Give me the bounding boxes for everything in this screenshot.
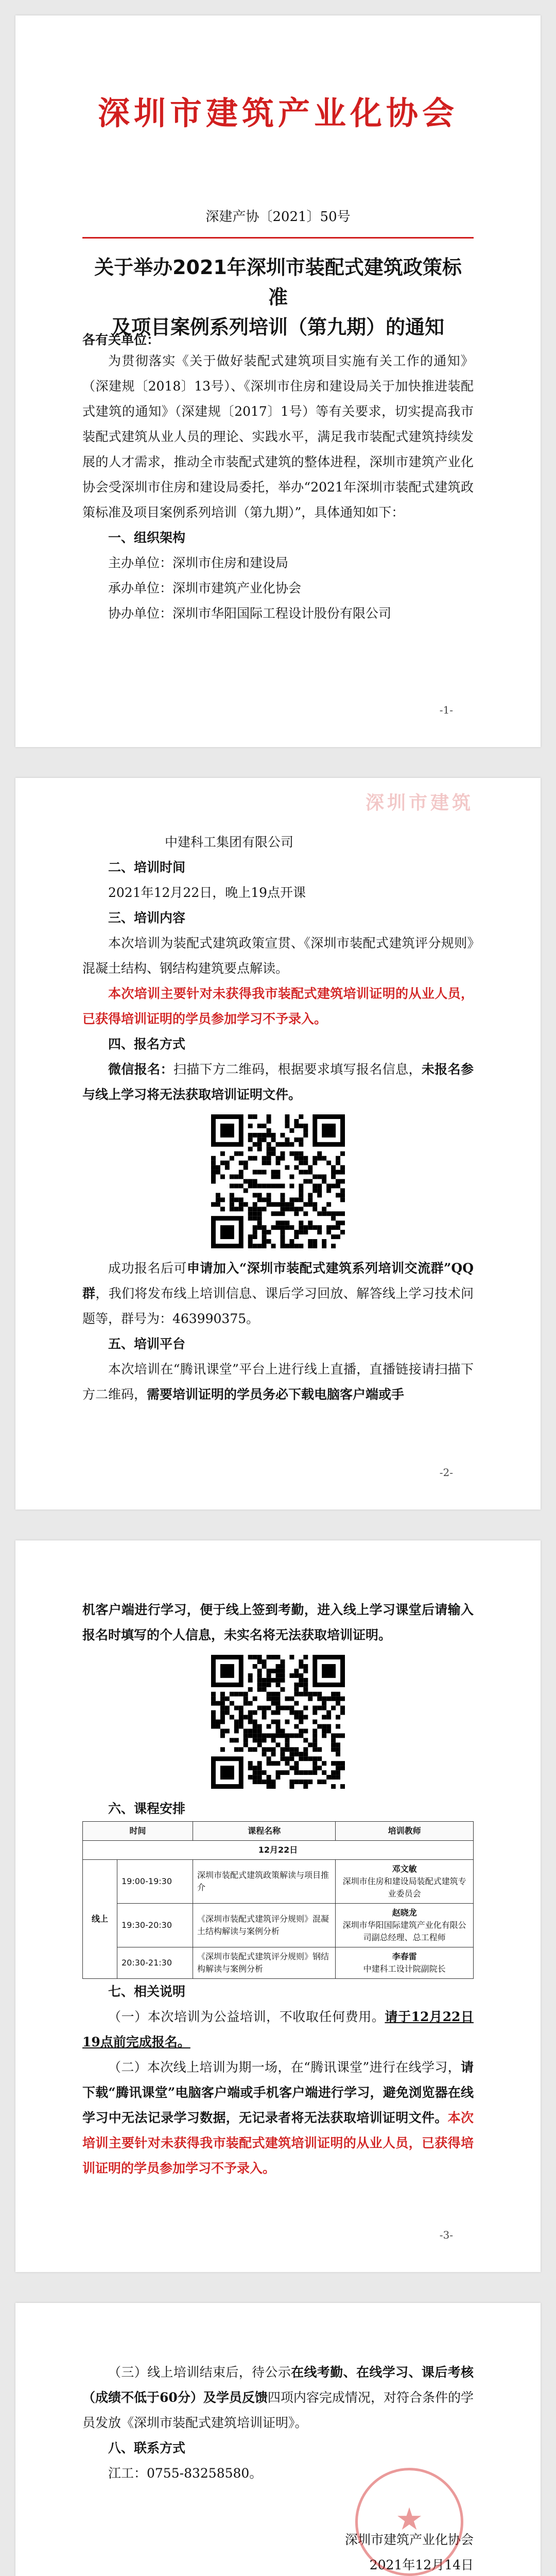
- seal-star-icon: ★: [395, 2501, 423, 2537]
- co-organizer-tail: 中建科工集团有限公司: [165, 835, 294, 850]
- section-5-title: 五、培训平台: [108, 1336, 186, 1351]
- main-title: [93, 252, 463, 342]
- main-title-line-1: 关于举办2021年深圳市装配式建筑政策标准: [94, 256, 462, 309]
- note-2-bold: 请下载“腾讯课堂”电脑客户端或手机客户端进行学习，避免浏览器在线学习中无法记录学习数据，无记录者将无法获取培训证明文件。: [82, 2060, 474, 2125]
- organizer-unit: 承办单位：深圳市建筑产业化协会: [108, 581, 302, 596]
- schedule-table: [82, 1821, 474, 1979]
- org-title: 深圳市建筑产业化协会: [97, 94, 458, 132]
- platform-text: 本次培训在“腾讯课堂”平台上进行线上直播，直播链接请扫描下方二维码，: [82, 1362, 474, 1402]
- teacher-name: 赵晓龙: [392, 1908, 417, 1918]
- table-row: [83, 1904, 474, 1947]
- time-cell: 19:30-20:30: [117, 1904, 193, 1947]
- live-stream-qr-code[interactable]: [211, 1655, 345, 1789]
- section-3-title: 三、培训内容: [108, 910, 186, 925]
- course-cell: 《深圳市装配式建筑评分规则》钢结构解读与案例分析: [193, 1947, 336, 1979]
- table-row: [83, 1860, 474, 1904]
- teacher-org: 深圳市华阳国际建筑产业化有限公司副总经理、总工程师: [342, 1920, 466, 1942]
- teacher-org: 深圳市住房和建设局装配式建筑专业委员会: [342, 1876, 466, 1899]
- training-notice: 本次培训主要针对未获得我市装配式建筑培训证明的从业人员，已获得培训证明的学员参加学习不予录入。: [82, 986, 474, 1026]
- section-6-title: 六、课程安排: [108, 1801, 186, 1816]
- main-title-line-2: 及项目案例系列培训（第九期）的通知: [111, 316, 444, 338]
- qq-group-paragraph: [82, 1256, 474, 1331]
- note-3-text-1: （三）线上培训结束后，待公示: [108, 2365, 291, 2380]
- sign-date: 2021年12月14日: [369, 2557, 474, 2572]
- training-content: 本次培训为装配式建筑政策宣贯、《深圳市装配式建筑评分规则》混凝土结构、钢结构建筑要点解读。: [82, 936, 474, 976]
- time-cell: 20:30-21:30: [117, 1947, 193, 1979]
- signup-qr-code[interactable]: [211, 1114, 345, 1248]
- signup-prefix: 微信报名：: [108, 1062, 173, 1077]
- page-2-body: [82, 829, 474, 1407]
- teacher-cell: [336, 1947, 474, 1979]
- teacher-name: 李春雷: [392, 1952, 417, 1961]
- intro-paragraph: 为贯彻落实《关于做好装配式建筑项目实施有关工作的通知》（深建规〔2018〕13号）、《深圳市住房和建设局关于加快推进装配式建筑的通知》（深建规〔2017〕1号）等有关要求，切实提高我市装配式建筑从业人员的理论、实践水平，满足我市装配式建筑持续发展的人才需求，推动全市装配式建筑的整体进程，深圳市建筑产业化协会受深圳市住房和建设局委托，举办“2021年深圳市装配式建筑政策标准及项目案例系列培训（第九期）”，具体通知如下：: [82, 353, 474, 520]
- table-header-course: 课程名称: [193, 1822, 336, 1841]
- section-2-title: 二、培训时间: [108, 860, 186, 875]
- page-1-body: [82, 330, 474, 626]
- qq-text-1: 成功报名后可: [108, 1261, 187, 1276]
- teacher-cell: [336, 1904, 474, 1947]
- qq-bold: 申请加入“深圳市装配式建筑系列培训交流群”QQ群: [82, 1261, 474, 1301]
- signup-bold: 未报名参与线上学习将无法获取培训证明文件。: [82, 1062, 474, 1102]
- note-1-text: （一）本次培训为公益培训，不收取任何费用。: [108, 2009, 385, 2024]
- contact-info: 江工：0755-83258580。: [108, 2466, 263, 2481]
- document-number: 深建产协〔2021〕50号: [205, 209, 351, 225]
- signup-paragraph: [82, 1057, 474, 1107]
- page-2: [15, 778, 541, 1510]
- table-date: 12月22日: [83, 1841, 474, 1860]
- platform-paragraph: [82, 1357, 474, 1407]
- page-4: [15, 2303, 541, 2576]
- qq-text-2: ，我们将发布线上培训信息、课后学习回放、解答线上学习技术问题等，群号为：463990375。: [82, 1286, 474, 1326]
- page-number: -1-: [439, 704, 453, 716]
- teacher-name: 邓文敏: [392, 1864, 417, 1874]
- note-3-text-2: 四项内容完成情况，对符合条件的学员发放《深圳市装配式建筑培训证明》。: [82, 2390, 474, 2430]
- time-cell: 19:00-19:30: [117, 1860, 193, 1904]
- note-3-bold: 在线考勤、在线学习、课后考核（成绩不低于60分）及学员反馈: [82, 2365, 474, 2405]
- mode-cell: 线上: [83, 1860, 117, 1979]
- table-row: [83, 1947, 474, 1979]
- signer-org: 深圳市建筑产业化协会: [344, 2532, 474, 2547]
- teacher-org: 中建科工设计院副院长: [363, 1964, 446, 1974]
- salutation: 各有关单位：: [82, 332, 160, 347]
- page-1: [15, 15, 541, 747]
- note-1-bold: 请于12月22日19点前完成报名。: [82, 2009, 474, 2049]
- platform-bold: 需要培训证明的学员务必下载电脑客户端或手: [147, 1387, 405, 1402]
- table-header-time: 时间: [83, 1822, 193, 1841]
- course-cell: 深圳市装配式建筑政策解读与项目推介: [193, 1860, 336, 1904]
- table-date-row: [83, 1841, 474, 1860]
- section-7-title: 七、相关说明: [108, 1984, 186, 1999]
- page-3-body: [82, 1597, 474, 2181]
- table-header-row: [83, 1822, 474, 1841]
- section-1-title: 一、组织架构: [108, 530, 186, 545]
- note-1: [82, 2004, 474, 2055]
- signup-text: 扫描下方二维码，根据要求填写报名信息，: [173, 1062, 422, 1077]
- training-time: 2021年12月22日，晚上19点开课: [108, 885, 306, 900]
- note-3: [82, 2360, 474, 2435]
- page-number: -2-: [439, 1466, 453, 1479]
- table-header-teacher: 培训教师: [336, 1822, 474, 1841]
- page-3: [15, 1540, 541, 2272]
- note-2-text: （二）本次线上培训为期一场，在“腾讯课堂”进行在线学习，: [108, 2060, 461, 2075]
- official-seal: [355, 2468, 463, 2576]
- co-organizer-unit: 协办单位：深圳市华阳国际工程设计股份有限公司: [108, 606, 392, 621]
- note-2-red: 本次培训主要针对未获得我市装配式建筑培训证明的从业人员，已获得培训证明的学员参加学习不予录入。: [82, 2110, 474, 2176]
- section-8-title: 八、联系方式: [108, 2441, 186, 2455]
- faded-header: 深圳市建筑: [365, 792, 474, 814]
- course-cell: 《深圳市装配式建筑评分规则》混凝土结构解读与案例分析: [193, 1904, 336, 1947]
- section-4-title: 四、报名方式: [108, 1037, 186, 1052]
- platform-continued: 机客户端进行学习，便于线上签到考勤，进入线上学习课堂后请输入报名时填写的个人信息，未实名将无法获取培训证明。: [82, 1602, 474, 1642]
- red-divider: [82, 237, 474, 239]
- page-number: -3-: [439, 2229, 453, 2241]
- teacher-cell: [336, 1860, 474, 1904]
- host-unit: 主办单位：深圳市住房和建设局: [108, 555, 289, 570]
- note-2: [82, 2055, 474, 2181]
